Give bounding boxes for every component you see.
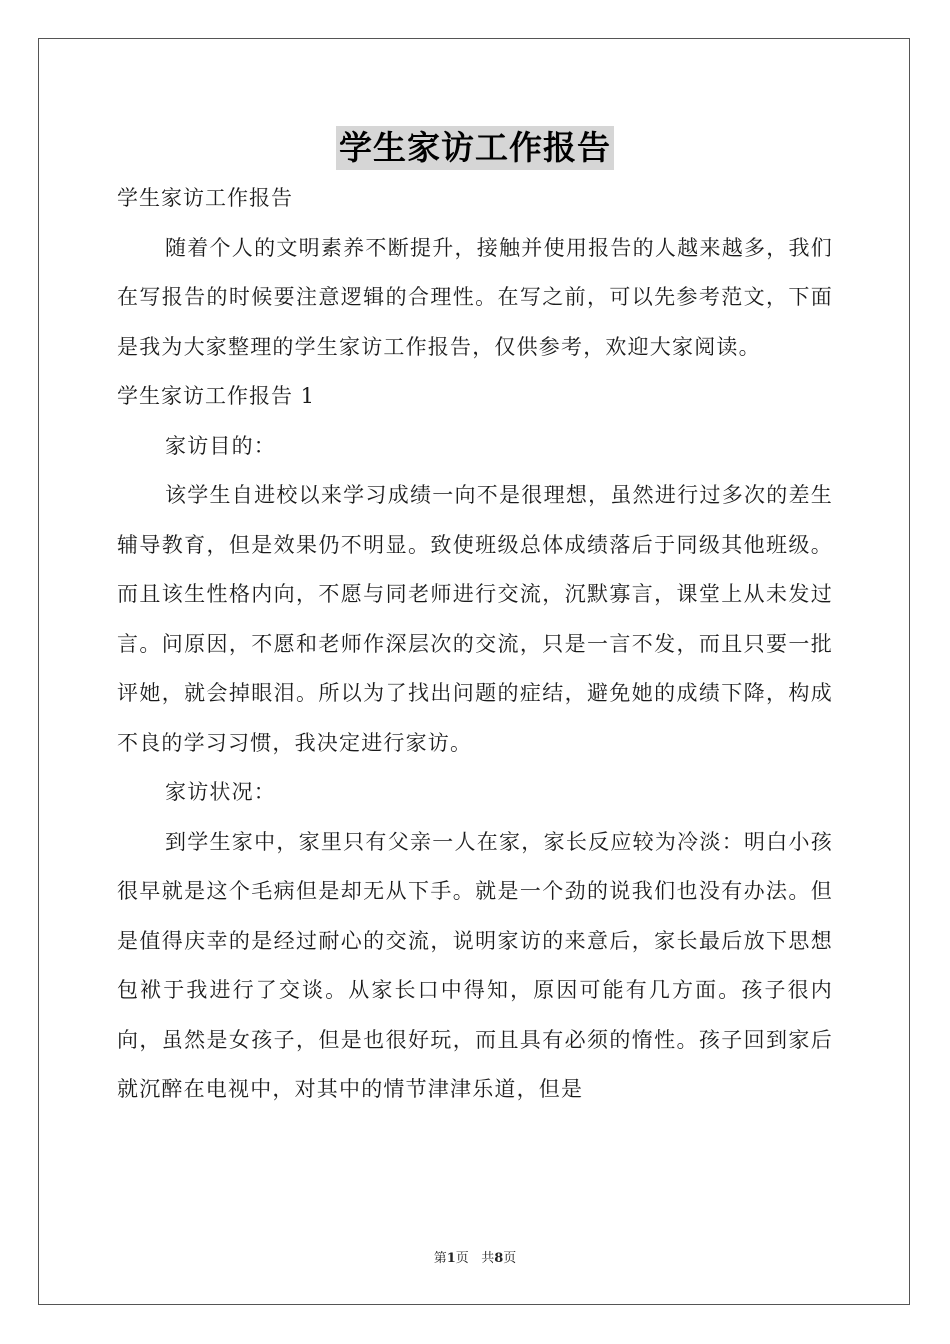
page-prefix: 第 <box>433 1251 447 1266</box>
purpose-label: 家访目的： <box>165 433 276 458</box>
total-suffix: 页 <box>503 1251 517 1266</box>
subtitle: 学生家访工作报告 <box>117 186 293 210</box>
total-prefix: 共 <box>481 1251 495 1266</box>
purpose-paragraph: 该学生自进校以来学习成绩一向不是很理想，虽然进行过多次的差生辅导教育，但是效果仍不明显。致使班级总体成绩落后于同级其他班级。而且该生性格内向，不愿与同老师进行交流，沉默寡言，课堂上从未发过言。问原因，不愿和老师作深层次的交流，只是一言不发，而且只要一批评她，就会掉眼泪。所以为了找出问题的症结，避免她的成绩下降，构成不良的学习习惯，我决定进行家访。 <box>117 483 833 755</box>
page-number: 1 <box>446 1251 456 1266</box>
section-heading: 学生家访工作报告 1 <box>117 384 316 408</box>
intro-paragraph: 随着个人的文明素养不断提升，接触并使用报告的人越来越多，我们在写报告的时候要注意逻辑的合理性。在写之前，可以先参考范文，下面是我为大家整理的学生家访工作报告，仅供参考，欢迎大家阅读。 <box>117 235 833 359</box>
status-paragraph: 到学生家中，家里只有父亲一人在家，家长反应较为冷淡：明白小孩很早就是这个毛病但是却无从下手。就是一个劲的说我们也没有办法。但是值得庆幸的是经过耐心的交流，说明家访的来意后，家长最后放下思想包袱于我进行了交谈。从家长口中得知，原因可能有几方面。孩子很内向，虽然是女孩子，但是也很好玩，而且具有必须的惰性。孩子回到家后就沉醉在电视中，对其中的情节津津乐道，但是 <box>117 829 833 1101</box>
document-title: 学生家访工作报告 <box>336 126 614 170</box>
status-label: 家访状况： <box>165 780 276 804</box>
total-pages: 8 <box>494 1251 504 1266</box>
page-footer <box>0 1247 950 1266</box>
page-suffix: 页 <box>455 1251 469 1266</box>
title-container <box>0 126 950 170</box>
document-body <box>117 174 833 1115</box>
